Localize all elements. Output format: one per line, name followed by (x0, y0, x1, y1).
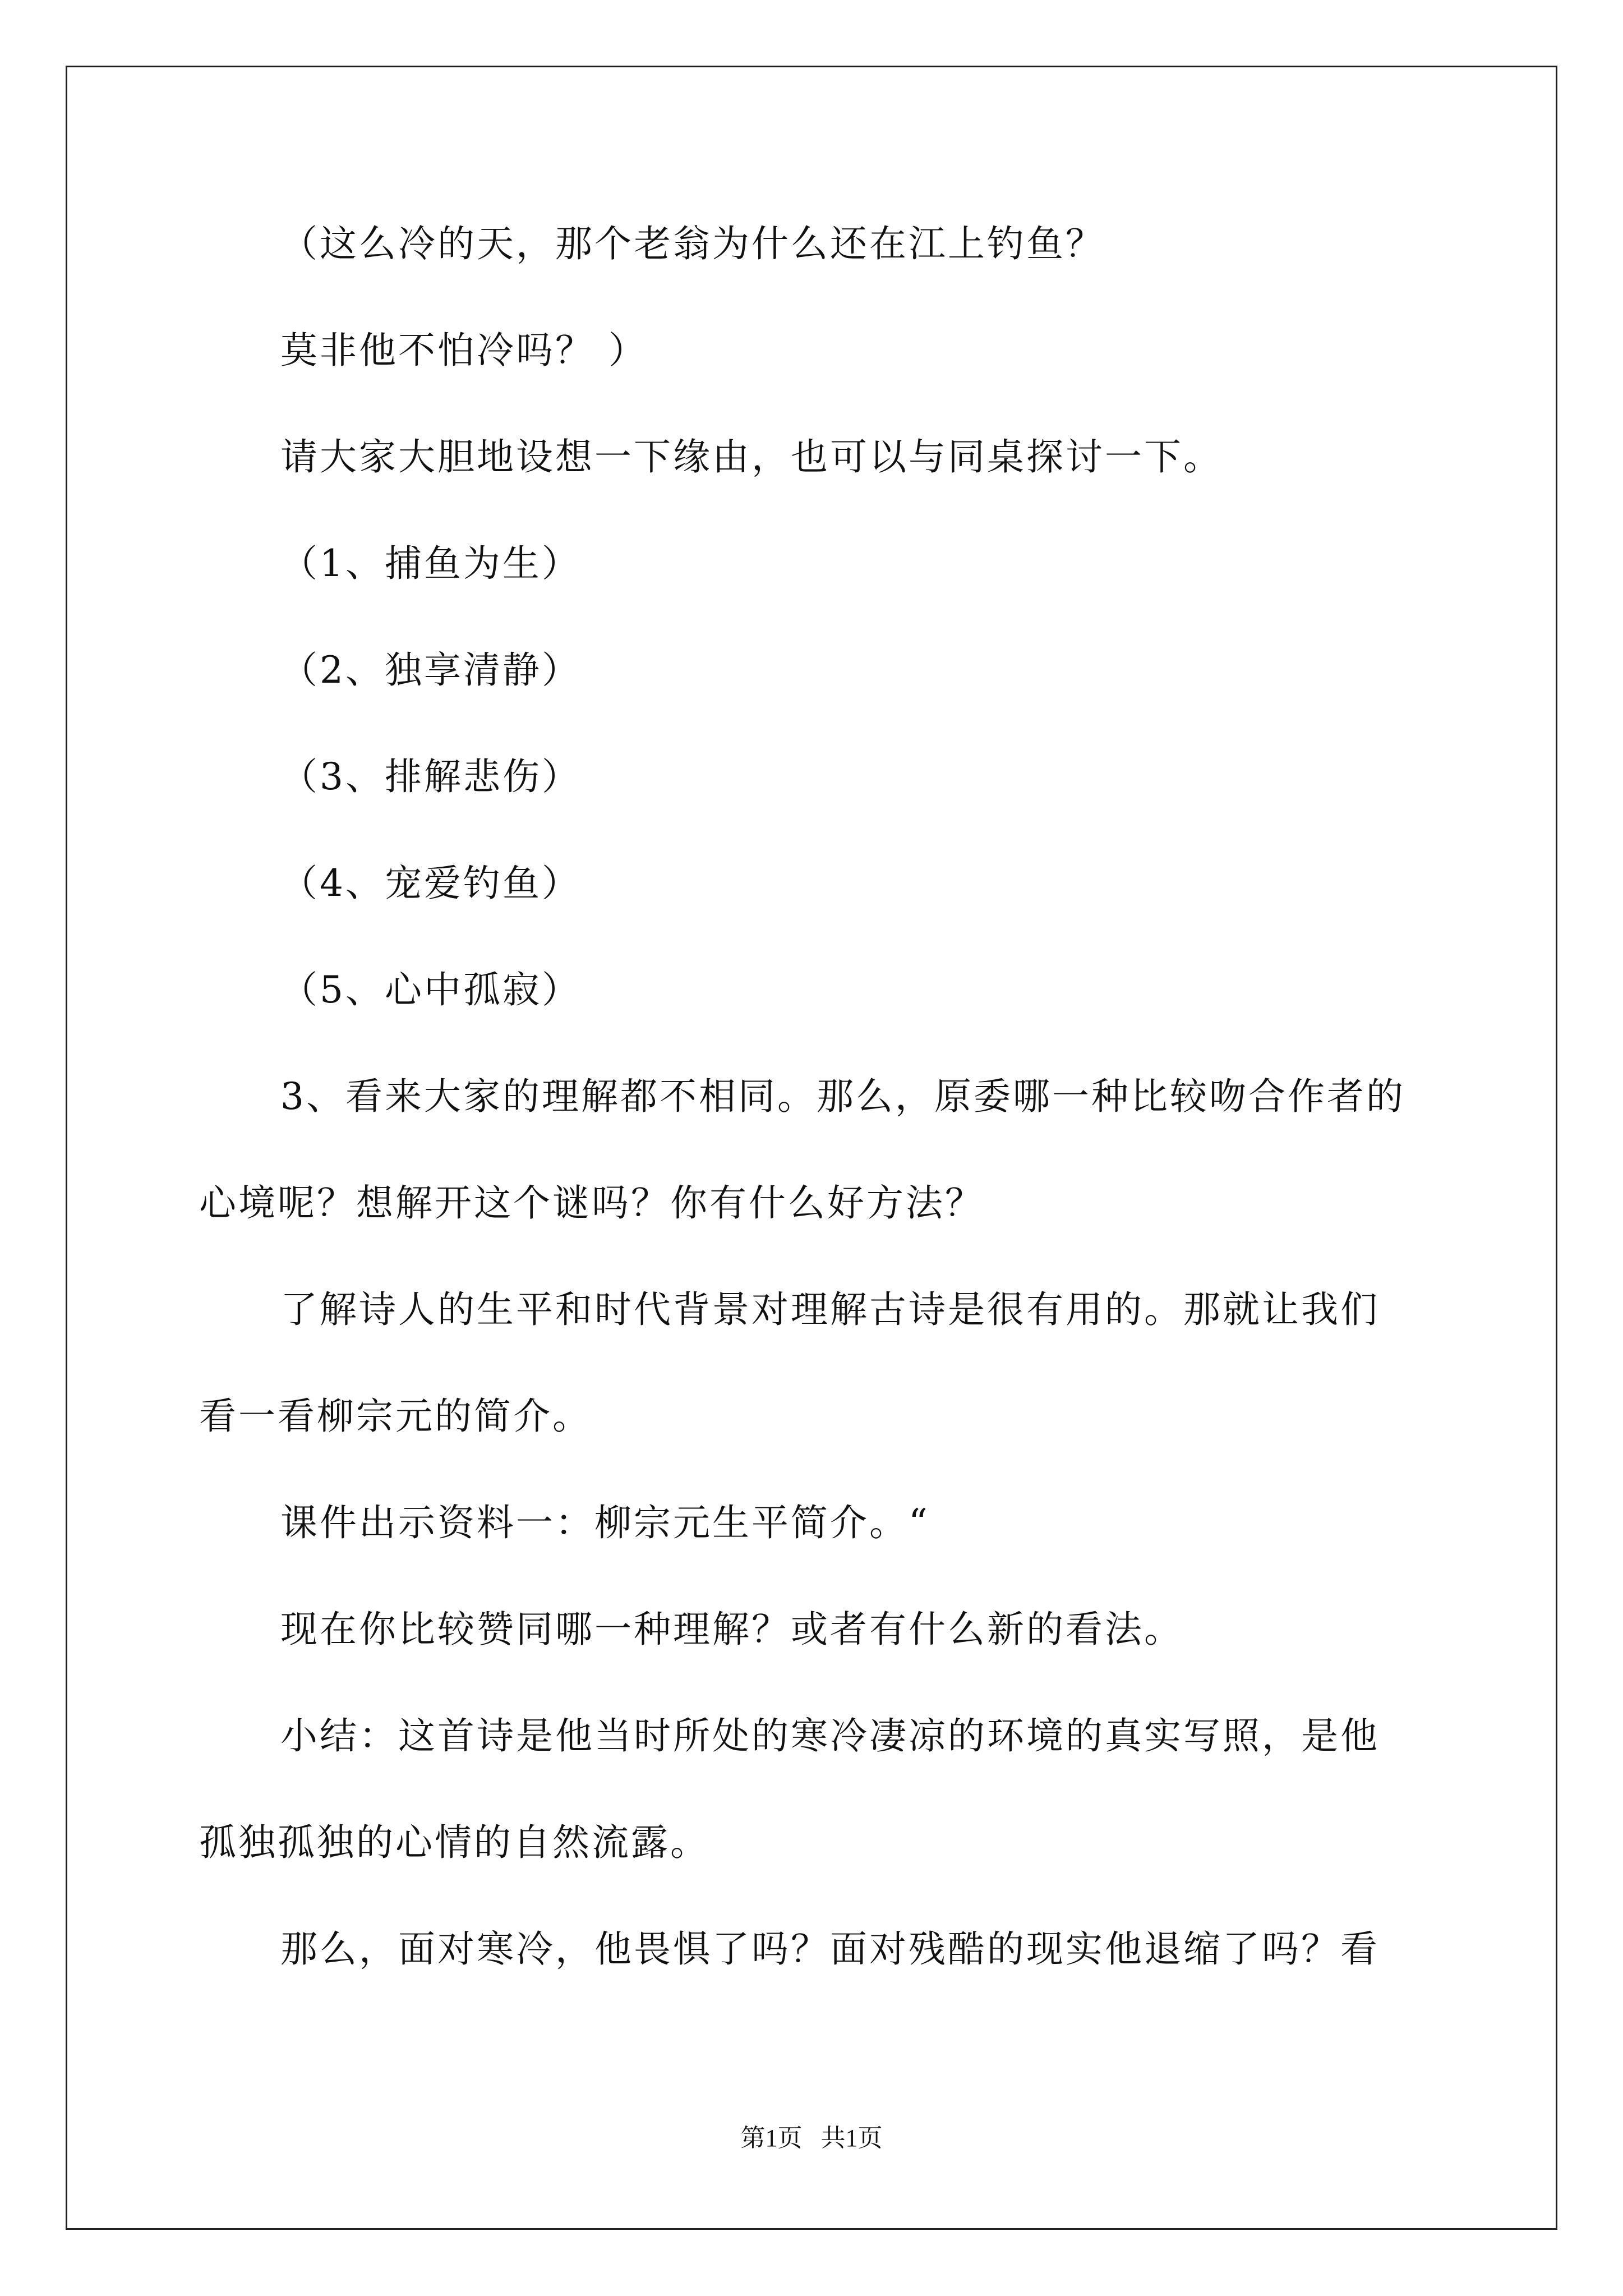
text-line-12: 看一看柳宗元的简介。 (199, 1395, 592, 1438)
text-line-9: 3、看来大家的理解都不相同。那么，原委哪一种比较吻合作者的 (280, 1075, 1405, 1118)
text-line-4: （1、捕鱼为生） (280, 542, 581, 585)
page-border (66, 66, 1557, 2230)
text-line-8: （5、心中孤寂） (280, 968, 581, 1011)
text-line-5: （2、独享清静） (280, 648, 581, 692)
text-line-3: 请大家大胆地设想一下缘由，也可以与同桌探讨一下。 (280, 435, 1223, 478)
text-line-17: 那么，面对寒冷，他畏惧了吗？面对残酷的现实他退缩了吗？看 (280, 1927, 1380, 1971)
text-line-6: （3、排解悲伤） (280, 755, 581, 798)
text-line-14: 现在你比较赞同哪一种理解？或者有什么新的看法。 (280, 1608, 1183, 1651)
text-line-13: 课件出示资料一：柳宗元生平简介。“ (280, 1501, 930, 1544)
text-line-11: 了解诗人的生平和时代背景对理解古诗是很有用的。那就让我们 (280, 1288, 1380, 1331)
text-line-1: （这么冷的天，那个老翁为什么还在江上钓鱼？ (280, 222, 1105, 265)
page-footer: 第1页 共1页 (740, 2124, 883, 2152)
text-line-16: 孤独孤独的心情的自然流露。 (199, 1821, 709, 1864)
text-line-7: （4、宠爱钓鱼） (280, 862, 581, 905)
text-line-2: 莫非他不怕冷吗？ ） (280, 329, 648, 372)
text-line-15: 小结：这首诗是他当时所处的寒冷凄凉的环境的真实写照，是他 (280, 1714, 1380, 1757)
text-line-10: 心境呢？想解开这个谜吗？你有什么好方法？ (199, 1181, 984, 1225)
